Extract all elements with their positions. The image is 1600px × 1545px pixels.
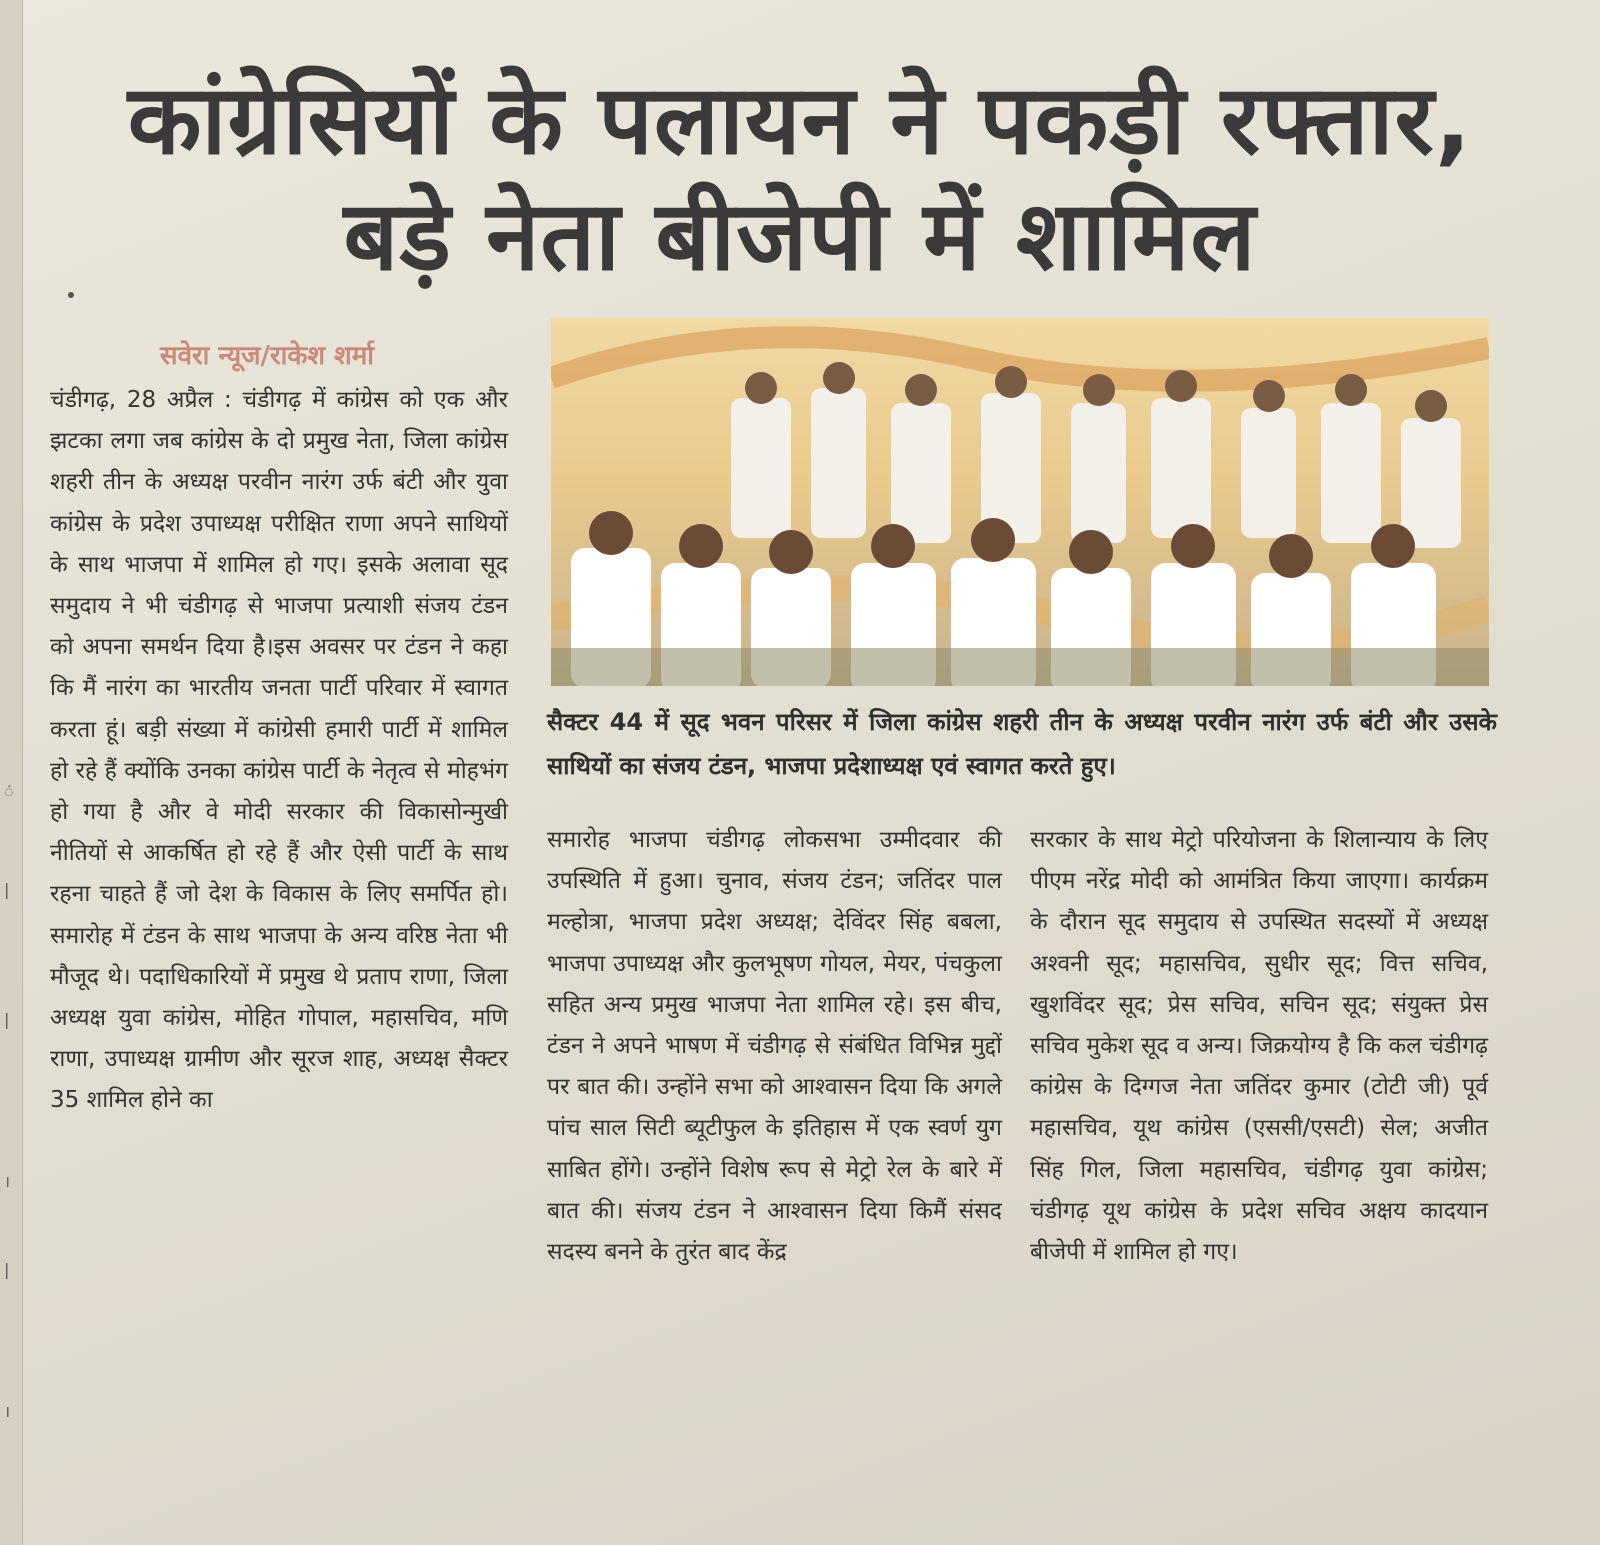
article-column-1: चंडीगढ़, 28 अप्रैल : चंडीगढ़ में कांग्रेस को एक और झटका लगा जब कांग्रेस के दो प्रमुख नेता, जिला कांग्रेस शहरी तीन के अध्यक्ष परवीन नारंग उर्फ बंटी और युवा कांग्रेस के प्रदेश उपाध्यक्ष परीक्षित राणा अपने साथियों के साथ भाजपा में शामिल हो गए। इसके अलावा सूद समुदाय ने भी चंडीगढ़ से भाजपा प्रत्याशी संजय टंडन को अपना समर्थन दिया है।इस अवसर पर टंडन ने कहा कि मैं नारंग का भारतीय जनता पार्टी परिवार में स्वागत करता हूं। बड़ी संख्या में कांग्रेसी हमारी पार्टी में शामिल हो रहे हैं क्योंकि उनका कांग्रेस पार्टी के नेतृत्व से मोहभंग हो गया है और वे मोदी सरकार की विकासोन्मुखी नीतियों से आकर्षित हो रहे हैं और ऐसी पार्टी के साथ रहना चाहते हैं जो देश के विकास के लिए समर्पित हो। समारोह में टंडन के साथ भाजपा के अन्य वरिष्ठ नेता भी मौजूद थे। पदाधिकारियों में प्रमुख थे प्रताप राणा, जिला अध्यक्ष युवा कांग्रेस, मोहित गोपाल, महासचिव, मणि राणा, उपाध्यक्ष ग्रामीण और सूरज शाह, अध्यक्ष सैक्टर 35 शामिल होने का xyxy=(50,387,508,1114)
byline: सवेरा न्यूज/राकेश शर्मा xyxy=(160,341,375,371)
headline-line-1: कांग्रेसियों के पलायन ने पकड़ी रफ्तार, xyxy=(127,64,1473,176)
headline-line-2: बड़े नेता बीजेपी में शामिल xyxy=(343,180,1257,292)
group-photo-image xyxy=(551,318,1489,686)
photo-caption: सैक्टर 44 में सूद भवन परिसर में जिला कांग्रेस शहरी तीन के अध्यक्ष परवीन नारंग उर्फ बंटी और उसके साथियों का संजय टंडन, भाजपा प्रदेशाध्यक्ष एवं स्वागत करते हुए। xyxy=(547,708,1497,780)
headline xyxy=(40,62,1560,294)
article-column-2: समारोह भाजपा चंडीगढ़ लोकसभा उम्मीदवार की उपस्थिति में हुआ। चुनाव, संजय टंडन; जतिंदर पाल मल्होत्रा, भाजपा प्रदेश अध्यक्ष; देविंदर सिंह बबला, भाजपा उपाध्यक्ष और कुलभूषण गोयल, मेयर, पंचकुला सहित अन्य प्रमुख भाजपा नेता शामिल रहे। इस बीच, टंडन ने अपने भाषण में चंडीगढ़ से संबंधित विभिन्न मुद्दों पर बात की। उन्होंने सभा को आश्वासन दिया कि अगले पांच साल सिटी ब्यूटीफुल के इतिहास में एक स्वर्ण युग साबित होंगे। उन्होंने विशेष रूप से मेट्रो रेल के बारे में बात की। संजय टंडन ने आश्वासन दिया किमैं संसद सदस्य बनने के तुरंत बाद केंद्र xyxy=(547,827,1002,1266)
article-column-3: सरकार के साथ मेट्रो परियोजना के शिलान्याय के लिए पीएम नरेंद्र मोदी को आमंत्रित किया जाएगा। कार्यक्रम के दौरान सूद समुदाय से उपस्थित सदस्यों में अध्यक्ष अश्वनी सूद; महासचिव, सुधीर सूद; वित्त सचिव, खुशविंदर सूद; प्रेस सचिव, सचिन सूद; संयुक्त प्रेस सचिव मुकेश सूद व अन्य। जिक्रयोग्य है कि कल चंडीगढ़ कांग्रेस के दिग्गज नेता जतिंदर कुमार (टोटी जी) पूर्व महासचिव, यूथ कांग्रेस (एससी/एसटी) सेल; अजीत सिंह गिल, जिला महासचिव, चंडीगढ़ युवा कांग्रेस; चंडीगढ़ यूथ कांग्रेस के प्रदेश सचिव अक्षय कादयान बीजेपी में शामिल हो गए। xyxy=(1030,827,1488,1266)
adjacent-column-edge: ं | | । | । xyxy=(0,0,23,1545)
news-photo xyxy=(551,318,1489,686)
